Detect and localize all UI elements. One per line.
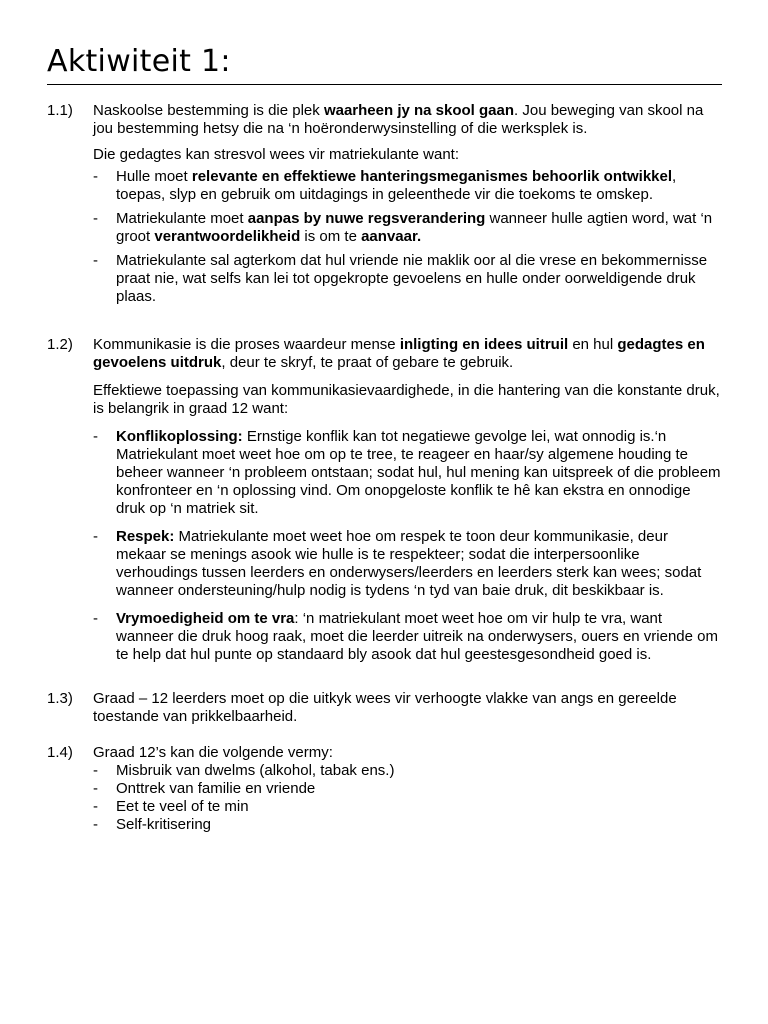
paragraph: Graad – 12 leerders moet op die uitkyk wees vir verhoogte vlakke van angs en gereelde toestande van prikkelbaarheid. <box>93 690 677 725</box>
list-item: - Self-kritisering <box>93 816 212 833</box>
paragraph: Kommunikasie is die proses waardeur mense inligting en idees uitruil en hul gedagtes en gevoelens uitdruk, deur te skryf, te praat of gebare te gebruik. <box>93 336 705 371</box>
question-1-4 <box>47 744 722 834</box>
page-title: Aktiwiteit 1: <box>47 44 231 79</box>
question-number: 1.2) <box>47 336 73 353</box>
question-number: 1.3) <box>47 690 73 707</box>
list-item: - Hulle moet relevante en effektiewe hanteringsmeganismes behoorlik ontwikkel, toepas, slyp en gebruik om uitdagings in geleenthede vir die toekoms te omskep. <box>93 168 677 203</box>
question-number: 1.4) <box>47 744 73 761</box>
document-page <box>47 44 722 834</box>
list-item: - Eet te veel of te min <box>93 798 249 815</box>
list-item: - Konflikoplossing: Ernstige konflik kan tot negatiewe gevolge lei, wat onnodig is.‘n Matriekulant moet weet hoe om op te tree, te reageer en haar/sy algemene houding te beheer wanneer ‘n probleem ontstaan; sodat hul, hul mening kan uitspreek of die probleem konfronteer en ‘n oplossing vind. Om onopgeloste konflik te hê kan ekstra en onnodige druk op ‘n matriek sit. <box>93 428 721 517</box>
paragraph: Graad 12’s kan die volgende vermy: <box>93 744 333 761</box>
list-item: - Respek: Matriekulante moet weet hoe om respek te toon deur kommunikasie, deur mekaar se menings asook wie hulle is te respekteer; sodat die interpersoonlike verhoudings tussen leerders en onderwysers/leerders en leerders sterk kan wees; sodat wanneer ondersteuning/hulp nodig is tydens ‘n tyd van baie druk, dit beskikbaar is. <box>93 528 702 599</box>
paragraph: Effektiewe toepassing van kommunikasievaardighede, in die hantering van die konstante druk, is belangrik in graad 12 want: <box>93 382 720 417</box>
question-1-3 <box>47 690 722 726</box>
list-item: - Matriekulante moet aanpas by nuwe regsverandering wanneer hulle agtien word, wat ‘n groot verantwoordelikheid is om te aanvaar. <box>93 210 713 245</box>
list-item: - Onttrek van familie en vriende <box>93 780 316 797</box>
question-1-1 <box>47 102 722 306</box>
list-item: - Vrymoedigheid om te vra: ‘n matriekulant moet weet hoe om vir hulp te vra, want wanneer die druk hoog raak, moet die leerder uitreik na onderwysers, ouers en vriende om te help dat hul punte op standaard bly asook dat hul geestesgesondheid goed is. <box>93 610 718 663</box>
bullet-list <box>93 762 722 834</box>
title-divider <box>47 84 722 85</box>
question-number: 1.1) <box>47 102 73 119</box>
bullet-list <box>93 428 722 664</box>
list-item: - Matriekulante sal agterkom dat hul vriende nie maklik oor al die vrese en bekommernisse praat nie, wat selfs kan lei tot opgekropte gevoelens en hulle onder oorweldigende druk plaas. <box>93 252 708 305</box>
paragraph: Naskoolse bestemming is die plek waarheen jy na skool gaan. Jou beweging van skool na jou bestemming hetsy die na ‘n hoëronderwysinstelling of die werksplek is. <box>93 102 704 137</box>
bullet-list <box>93 168 722 306</box>
question-1-2 <box>47 336 722 664</box>
list-item: - Misbruik van dwelms (alkohol, tabak ens.) <box>93 762 395 779</box>
paragraph: Die gedagtes kan stresvol wees vir matriekulante want: <box>93 146 460 163</box>
